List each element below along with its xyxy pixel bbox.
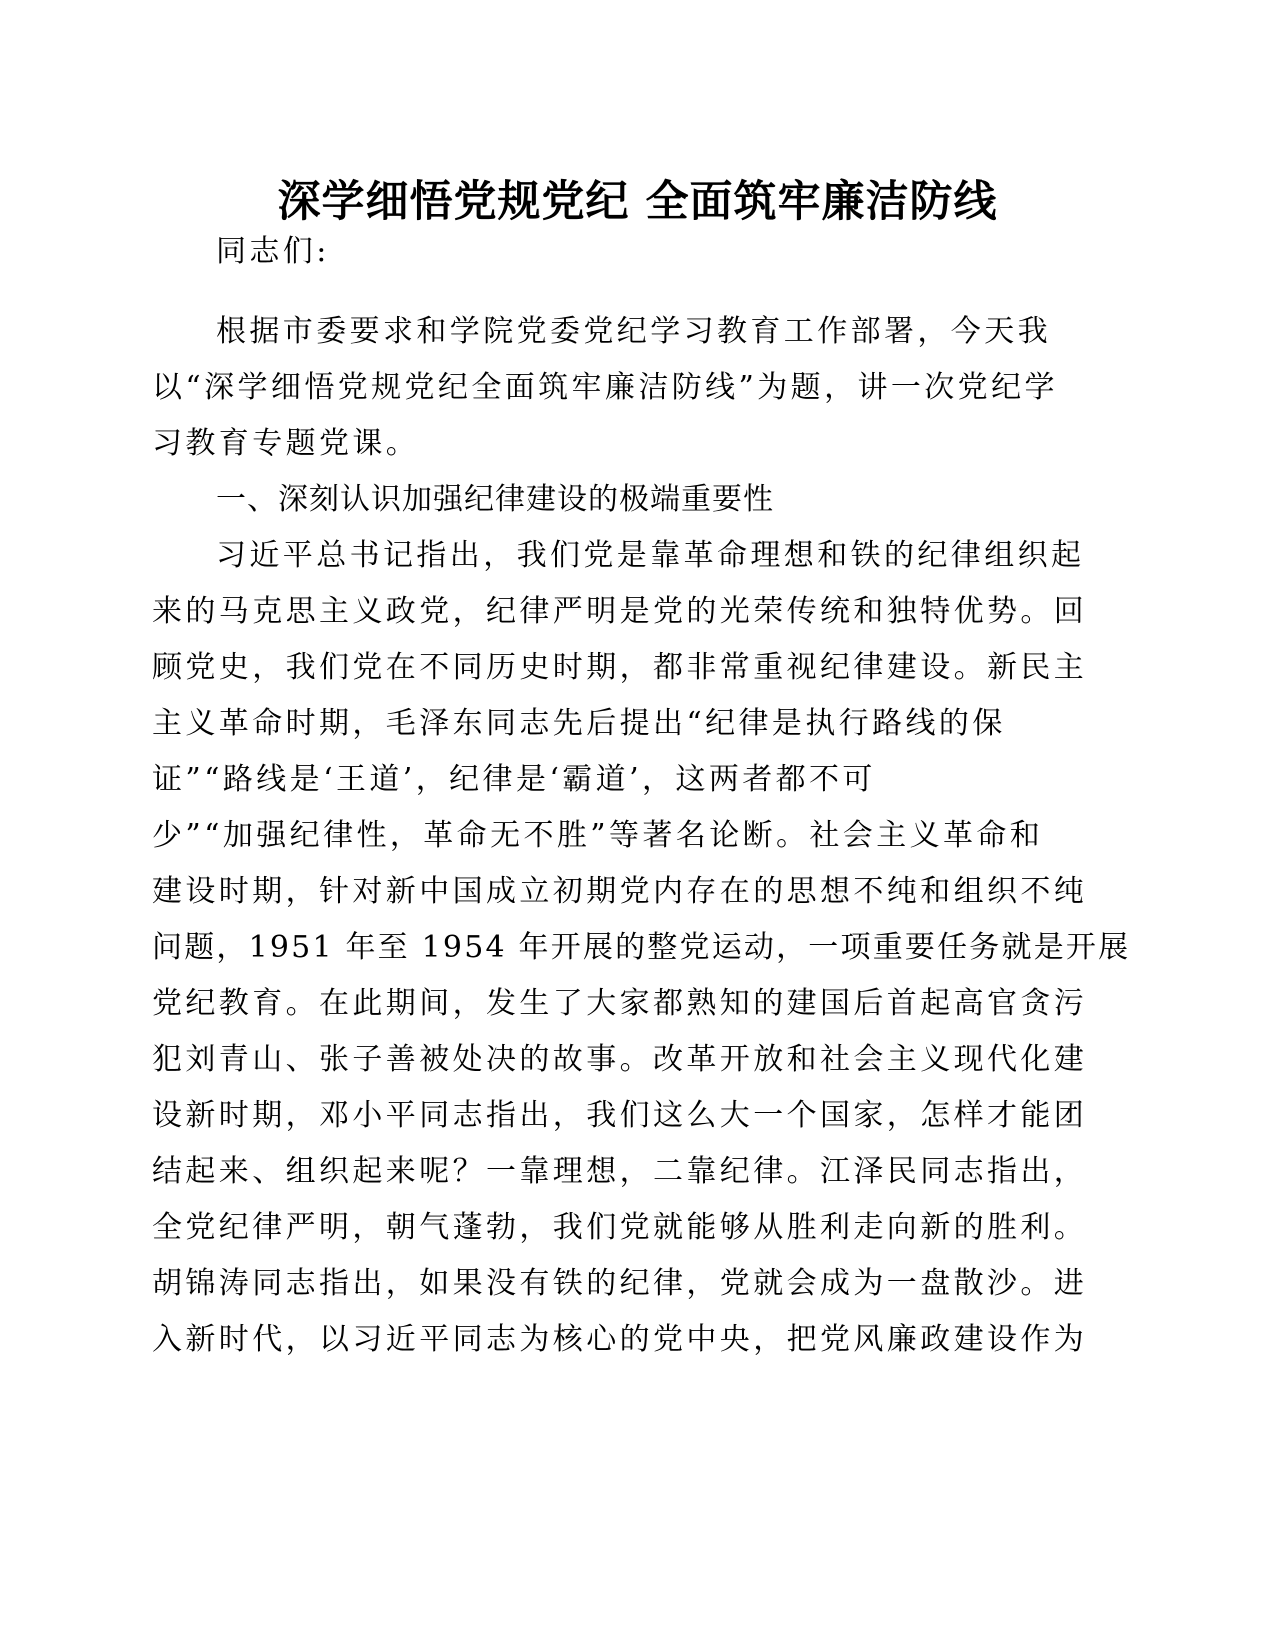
document-title: 深学细悟党规党纪 全面筑牢廉洁防线 bbox=[277, 177, 998, 227]
body-line: 少”“加强纪律性，革命无不胜”等著名论断。社会主义革命和 bbox=[152, 818, 1044, 853]
body-line: 证”“路线是‘王道’，纪律是‘霸道’，这两者都不可 bbox=[152, 762, 876, 797]
body-line: 建设时期，针对新中国成立初期党内存在的思想不纯和组织不纯 bbox=[152, 874, 1088, 909]
body-line: 党纪教育。在此期间，发生了大家都熟知的建国后首起高官贪污 bbox=[152, 986, 1088, 1021]
body-line: 入新时代，以习近平同志为核心的党中央，把党风廉政建设作为 bbox=[152, 1322, 1088, 1357]
body-line: 全党纪律严明，朝气蓬勃，我们党就能够从胜利走向新的胜利。 bbox=[152, 1210, 1088, 1245]
body-line: 顾党史，我们党在不同历史时期，都非常重视纪律建设。新民主 bbox=[152, 650, 1088, 685]
intro-line: 以“深学细悟党规党纪全面筑牢廉洁防线”为题，讲一次党纪学 bbox=[152, 370, 1058, 405]
body-line: 来的马克思主义政党，纪律严明是党的光荣传统和独特优势。回 bbox=[152, 594, 1088, 629]
body-line: 犯刘青山、张子善被处决的故事。改革开放和社会主义现代化建 bbox=[152, 1042, 1088, 1077]
section-heading: 一、深刻认识加强纪律建设的极端重要性 bbox=[216, 482, 774, 517]
intro-line: 习教育专题党课。 bbox=[152, 426, 420, 461]
body-line: 主义革命时期，毛泽东同志先后提出“纪律是执行路线的保 bbox=[152, 706, 1006, 741]
intro-line: 根据市委要求和学院党委党纪学习教育工作部署，今天我 bbox=[216, 314, 1051, 349]
body-line: 设新时期，邓小平同志指出，我们这么大一个国家，怎样才能团 bbox=[152, 1098, 1088, 1133]
body-line: 问题，1951 年至 1954 年开展的整党运动，一项重要任务就是开展 bbox=[152, 930, 1131, 965]
body-line: 胡锦涛同志指出，如果没有铁的纪律，党就会成为一盘散沙。进 bbox=[152, 1266, 1088, 1301]
body-line: 习近平总书记指出，我们党是靠革命理想和铁的纪律组织起 bbox=[216, 538, 1085, 573]
salutation: 同志们: bbox=[216, 234, 330, 269]
body-line: 结起来、组织起来呢？一靠理想，二靠纪律。江泽民同志指出， bbox=[152, 1154, 1088, 1189]
